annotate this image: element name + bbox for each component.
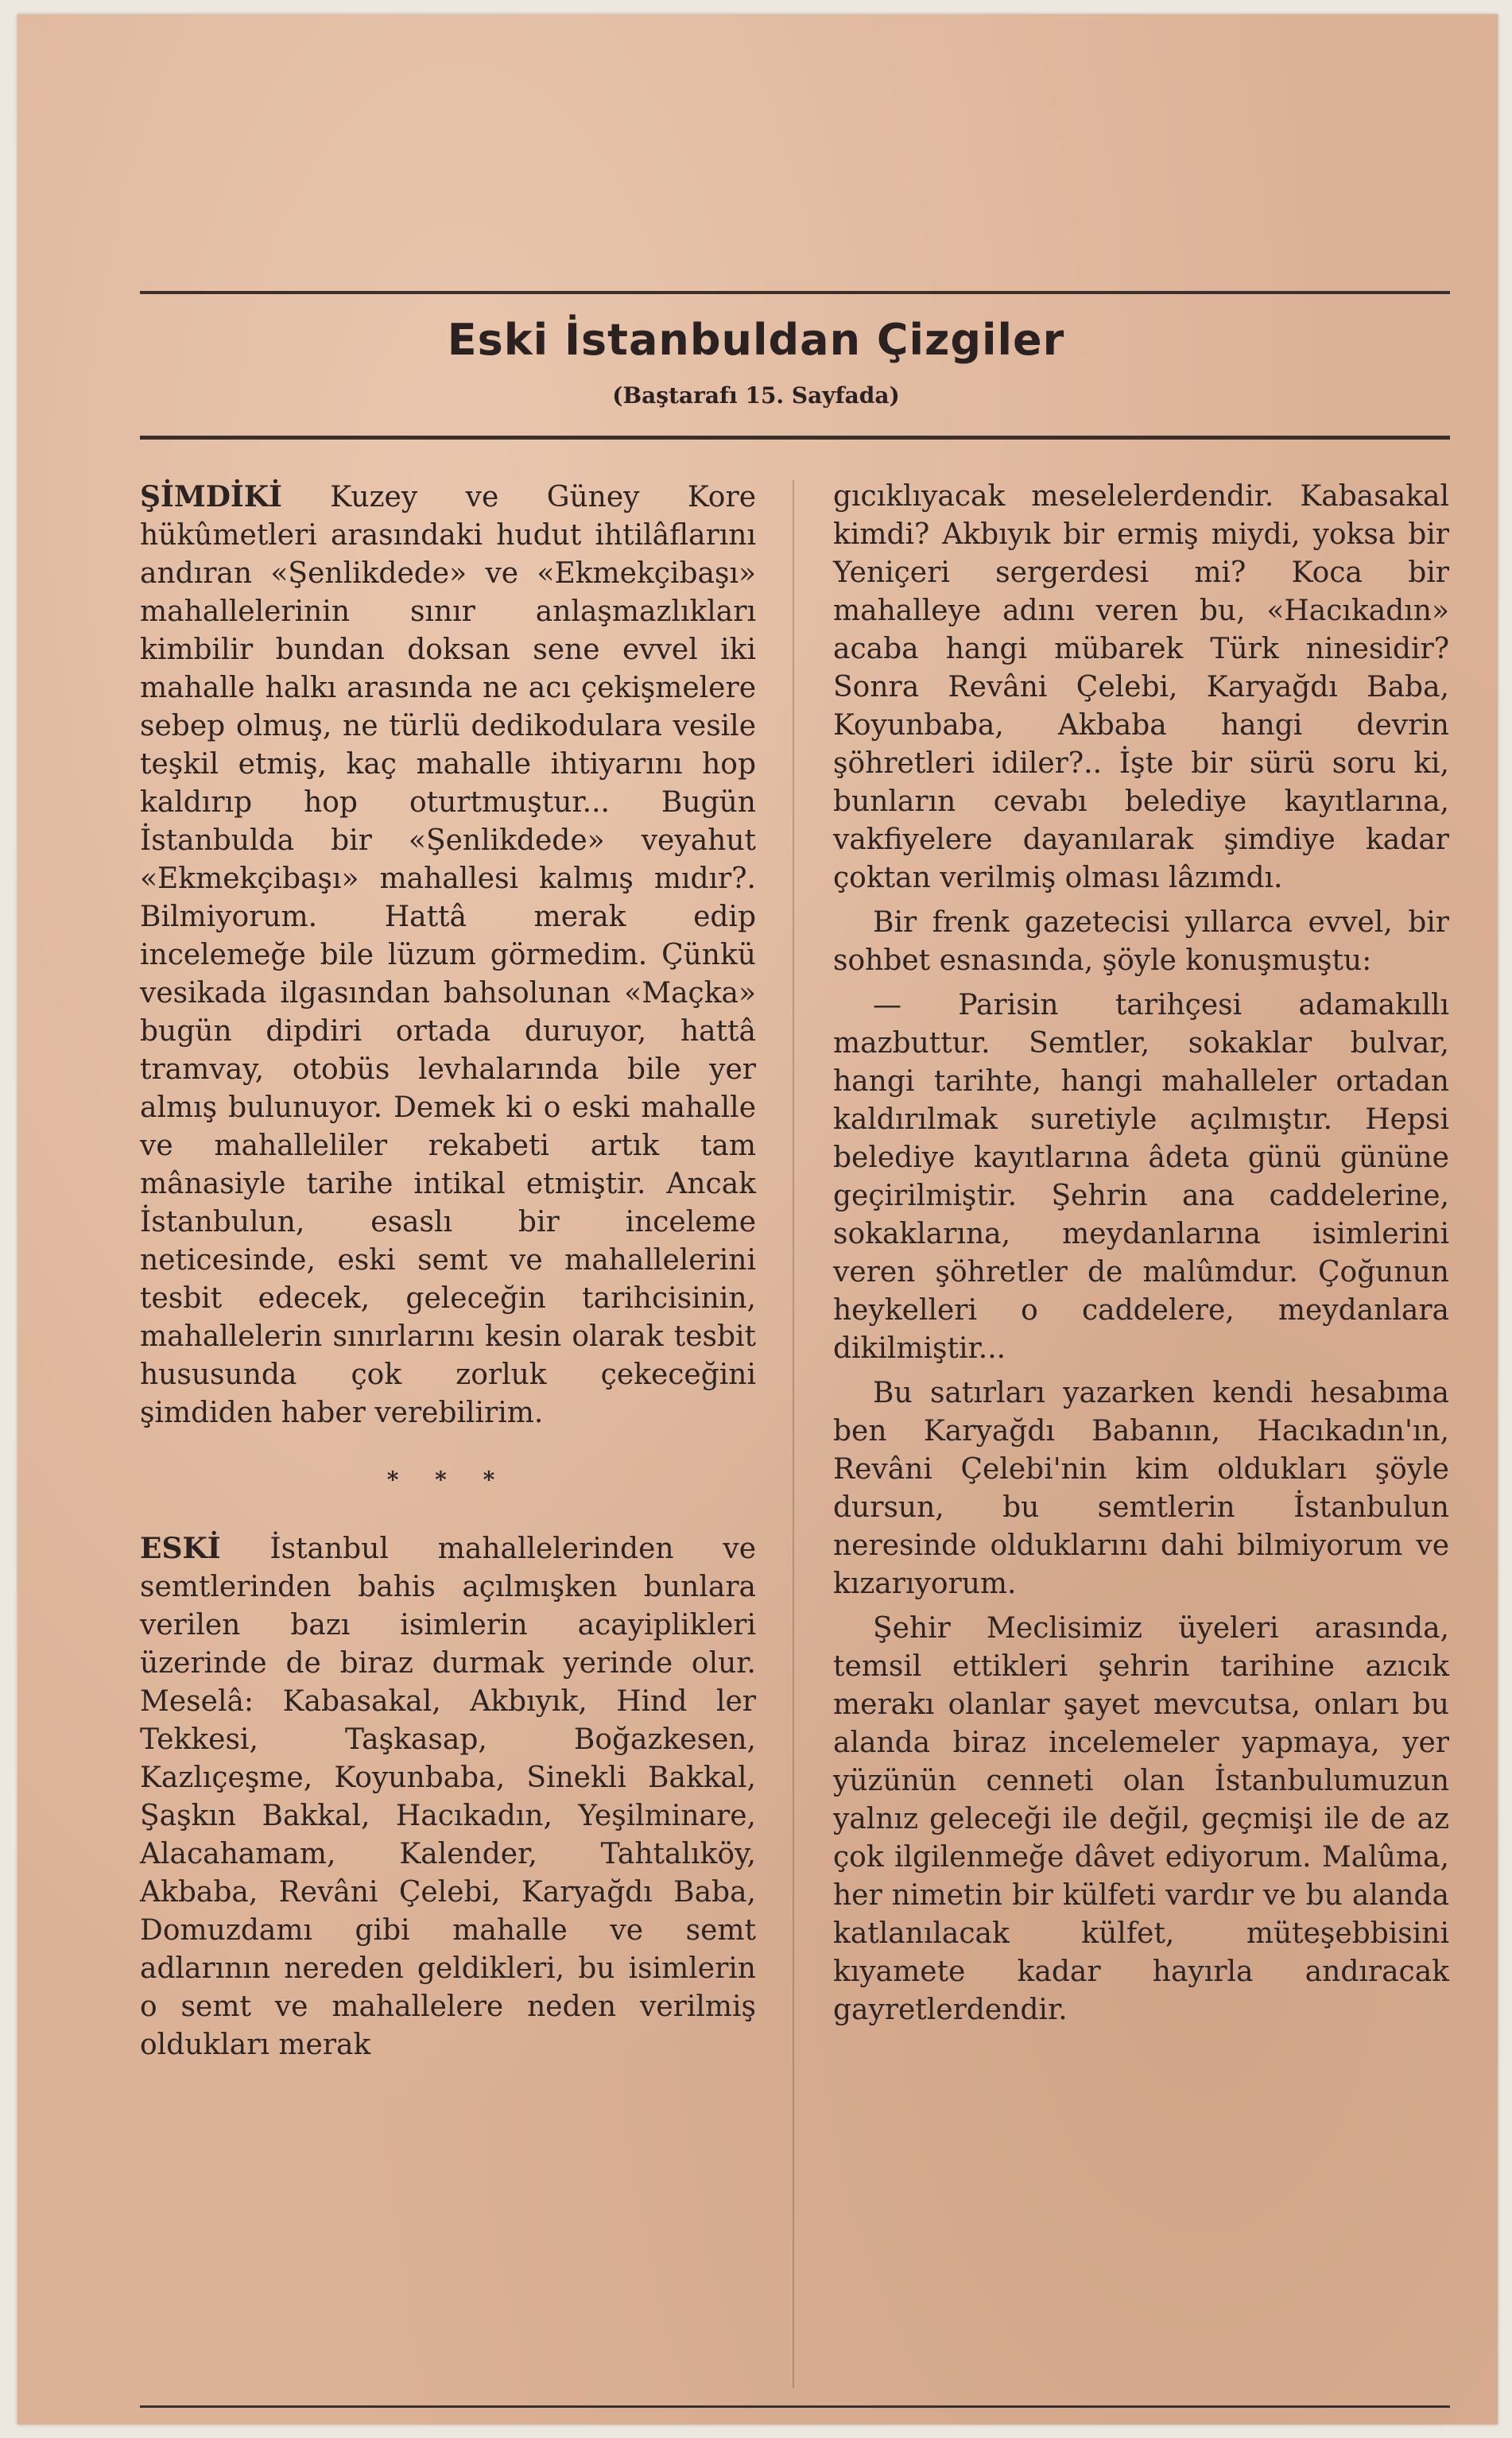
paragraph (140, 478, 756, 1432)
paragraph-text: Kuzey ve Güney Kore hükûmetleri arasındaki hudut ihtilâflarını andıran «Şenlikdede» ve «Ekmekçibaşı» mahallelerinin sınır anlaşmazlıkları kimbilir bundan doksan sene evvel iki mahalle halkı arasında ne acı çekişmelere sebep olmuş, ne türlü dedikodulara vesile teşkil etmiş, kaç mahalle ihtiyarını hop kaldırıp hop oturtmuştur... Bugün İstanbulda bir «Şenlikdede» veyahut «Ekmekçibaşı» mahallesi kalmış mıdır?. Bilmiyorum. Hattâ merak edip incelemeğe bile lüzum görmedim. Çünkü vesikada ilgasından bahsolunan «Maçka» bugün dipdiri ortada duruyor, hattâ tramvay, otobüs levhalarında bile yer almış bulunuyor. Demek ki o eski mahalle ve mahalleliler rekabeti artık tam mânasiyle tarihe intikal etmiştir. Ancak İstanbulun, esaslı bir inceleme neticesinde, eski semt ve mahallelerini tesbit edecek, geleceğin tarihcisinin, mahallelerin sınırlarını kesin olarak tesbit hususunda çok zorluk çekeceğini şimdiden haber verebilirim. (140, 481, 756, 1429)
paragraph-text: İstanbul mahallelerinden ve semtlerinden bahis açılmışken bunlara verilen bazı isimlerin acayiplikleri üzerinde de biraz durmak yerinde olur. Meselâ: Kabasakal, Akbıyık, Hind ler Tekkesi, Taşkasap, Boğazkesen, Kazlıçeşme, Koyunbaba, Sinekli Bakkal, Şaşkın Bakkal, Hacıkadın, Yeşilminare, Alacahamam, Kalender, Tahtalıköy, Akbaba, Revâni Çelebi, Karyağdı Baba, Domuzdamı gibi mahalle ve semt adlarının nereden geldikleri, bu isimlerin o semt ve mahallelere neden verilmiş oldukları merak (140, 1533, 756, 2061)
paragraph: Şehir Meclisimiz üyeleri arasında, temsil ettikleri şehrin tarihine azıcık merakı olanlar şayet mevcutsa, onları bu alanda biraz incelemeler yapmaya, yer yüzünün cenneti olan İstanbulumuzun yalnız geleceği ile değil, geçmişi ile de az çok ilgilenmeğe dâvet ediyorum. Malûma, her nimetin bir külfeti vardır ve bu alanda katlanılacak külfet, müteşebbisini kıyamete kadar hayırla andıracak gayretlerdendir. (833, 1612, 1449, 2026)
column-divider (793, 480, 794, 2388)
paragraph (140, 1529, 756, 2064)
section-separator: * * * (386, 1467, 510, 1493)
article-title: Eski İstanbuldan Çizgiler (447, 315, 1065, 365)
bottom-rule (140, 2405, 1450, 2408)
lead-word: ŞİMDİKİ (140, 480, 282, 514)
lead-word: ESKİ (140, 1532, 221, 1565)
paragraph: Bir frenk gazetecisi yıllarca evvel, bir sohbet esnasında, şöyle konuşmuştu: (833, 906, 1449, 977)
top-rule (140, 291, 1450, 294)
paragraph: gıcıklıyacak meselelerdendir. Kabasakal kimdi? Akbıyık bir ermiş miydi, yoksa bir Yeniçeri sergerdesi mi? Koca bir mahalleye adını veren bu, «Hacıkadın» acaba hangi mübarek Türk ninesidir? Sonra Revâni Çelebi, Karyağdı Baba, Koyunbaba, Akbaba hangi devrin şöhretleri idiler?.. İşte bir sürü soru ki, bunların cevabı belediye kayıtlarına, vakfiyelere dayanılarak şimdiye kadar çoktan verilmiş olması lâzımdı. (833, 480, 1449, 894)
left-column (140, 478, 756, 2064)
paragraph: — Parisin tarihçesi adamakıllı mazbuttur. Semtler, sokaklar bulvar, hangi tarihte, hangi mahalleler ortadan kaldırılmak suretiyle açılmıştır. Hepsi belediye kayıtlarına âdeta günü gününe geçirilmiştir. Şehrin ana caddelerine, sokaklarına, meydanlarına isimlerini veren şöhretler de malûmdur. Çoğunun heykelleri o caddelere, meydanlara dikilmiştir... (833, 989, 1449, 1365)
header-rule (140, 436, 1450, 440)
paragraph: Bu satırları yazarken kendi hesabıma ben Karyağdı Babanın, Hacıkadın'ın, Revâni Çelebi'nin kim oldukları şöyle dursun, bu semtlerin İstanbulun neresinde olduklarını dahi bilmiyorum ve kızarıyorum. (833, 1377, 1449, 1600)
article-subtitle: (Baştarafı 15. Sayfada) (612, 382, 900, 409)
right-column (833, 478, 1449, 2029)
